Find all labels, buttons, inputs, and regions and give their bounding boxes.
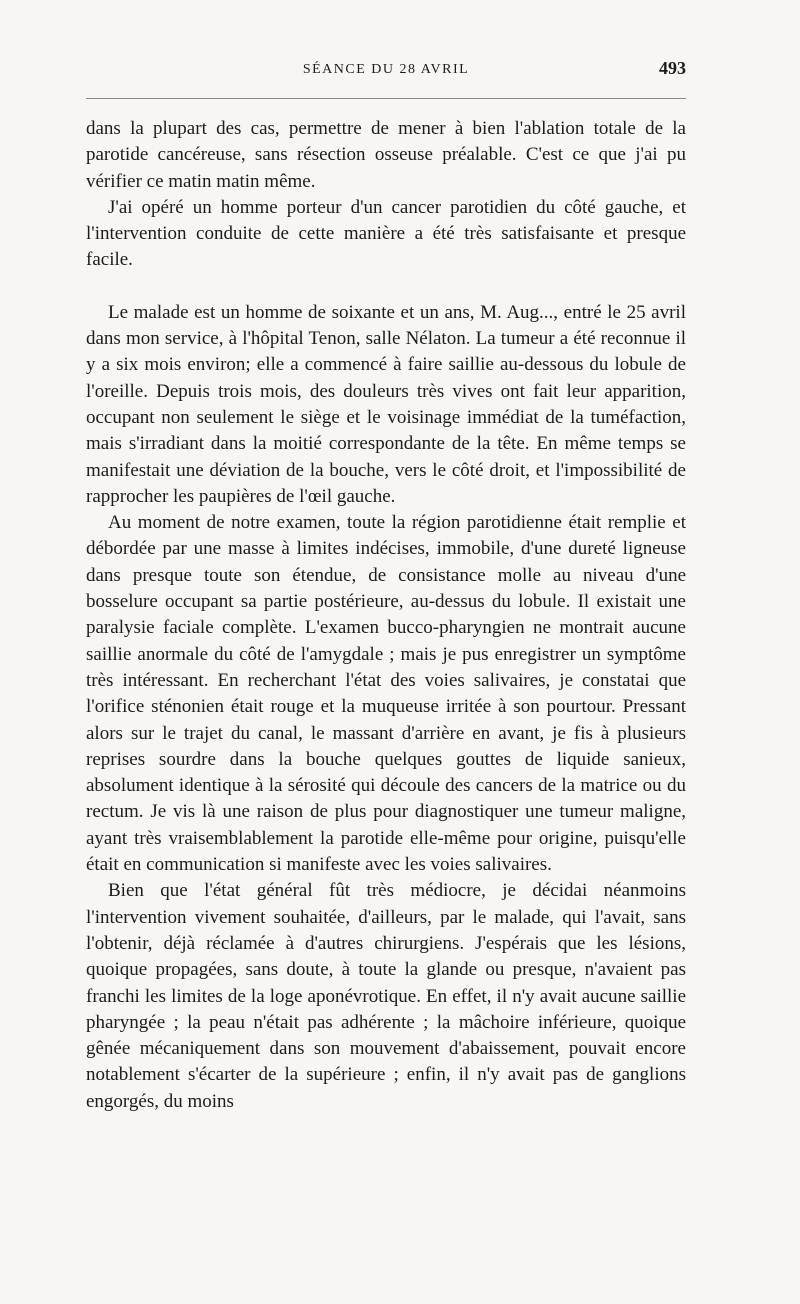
paragraph: Au moment de notre examen, toute la région parotidienne était remplie et débordée par une masse à limites indécises, immobile, d'une dureté ligneuse dans presque toute son étendue, de consistance molle au niveau d'une bosselure occupant sa partie postérieure, au-dessus du lobule. Il existait une paralysie faciale complète. L'examen bucco-pharyngien ne montrait aucune saillie anormale du côté de l'amygdale ; mais je pus enregistrer un symptôme très intéressant. En recherchant l'état des voies salivaires, je constatai que l'orifice sténonien était rouge et la muqueuse irritée à son pourtour. Pressant alors sur le trajet du canal, le massant d'arrière en avant, je fis à plusieurs reprises sourdre dans la bouche quelques gouttes de liquide sanieux, absolument identique à la sérosité qui découle des cancers de la matrice ou du rectum. Je vis là une raison de plus pour diagnostiquer une tumeur maligne, ayant très vraisemblablement la parotide elle-même pour origine, puisqu'elle était en communication si manifeste avec les voies salivaires. xyxy=(86,512,686,876)
body-text xyxy=(86,116,686,1115)
page-number: 493 xyxy=(659,58,686,78)
paragraph: J'ai opéré un homme porteur d'un cancer parotidien du côté gauche, et l'intervention conduite de cette manière a été très satisfaisante et presque facile. xyxy=(86,196,686,271)
paragraph: dans la plupart des cas, permettre de mener à bien l'ablation totale de la parotide cancéreuse, sans résection osseuse préalable. C'est ce que j'ai pu vérifier ce matin matin même. xyxy=(86,118,686,192)
paragraph: Bien que l'état général fût très médiocre, je décidai néanmoins l'intervention vivement souhaitée, d'ailleurs, par le malade, qui l'avait, sans l'obtenir, déjà réclamée à d'autres chirurgiens. J'espérais que les lésions, quoique propagées, sans doute, à toute la glande ou presque, n'avaient pas franchi les limites de la loge aponévrotique. En effet, il n'y avait aucune saillie pharyngée ; la peau n'était pas adhérente ; la mâchoire inférieure, quoique gênée mécaniquement dans son mouvement d'abaissement, pouvait encore notablement s'écarter de la supérieure ; enfin, il n'y avait pas de ganglions engorgés, du moins xyxy=(86,880,686,1112)
paragraph-gap xyxy=(86,274,686,300)
paragraph: Le malade est un homme de soixante et un ans, M. Aug..., entré le 25 avril dans mon service, à l'hôpital Tenon, salle Nélaton. La tumeur a été reconnue il y a six mois environ; elle a commencé à faire saillie au-dessous du lobule de l'oreille. Depuis trois mois, des douleurs très vives ont fait leur apparition, occupant non seulement le siège et le voisinage immédiat de la tuméfaction, mais s'irradiant dans la moitié correspondante de la tête. En même temps se manifestait une déviation de la bouche, vers le côté droit, et l'impossibilité de rapprocher les paupières de l'œil gauche. xyxy=(86,301,686,507)
page-header xyxy=(86,58,686,88)
header-rule xyxy=(86,98,686,99)
running-title: SÉANCE DU 28 AVRIL xyxy=(302,62,470,77)
